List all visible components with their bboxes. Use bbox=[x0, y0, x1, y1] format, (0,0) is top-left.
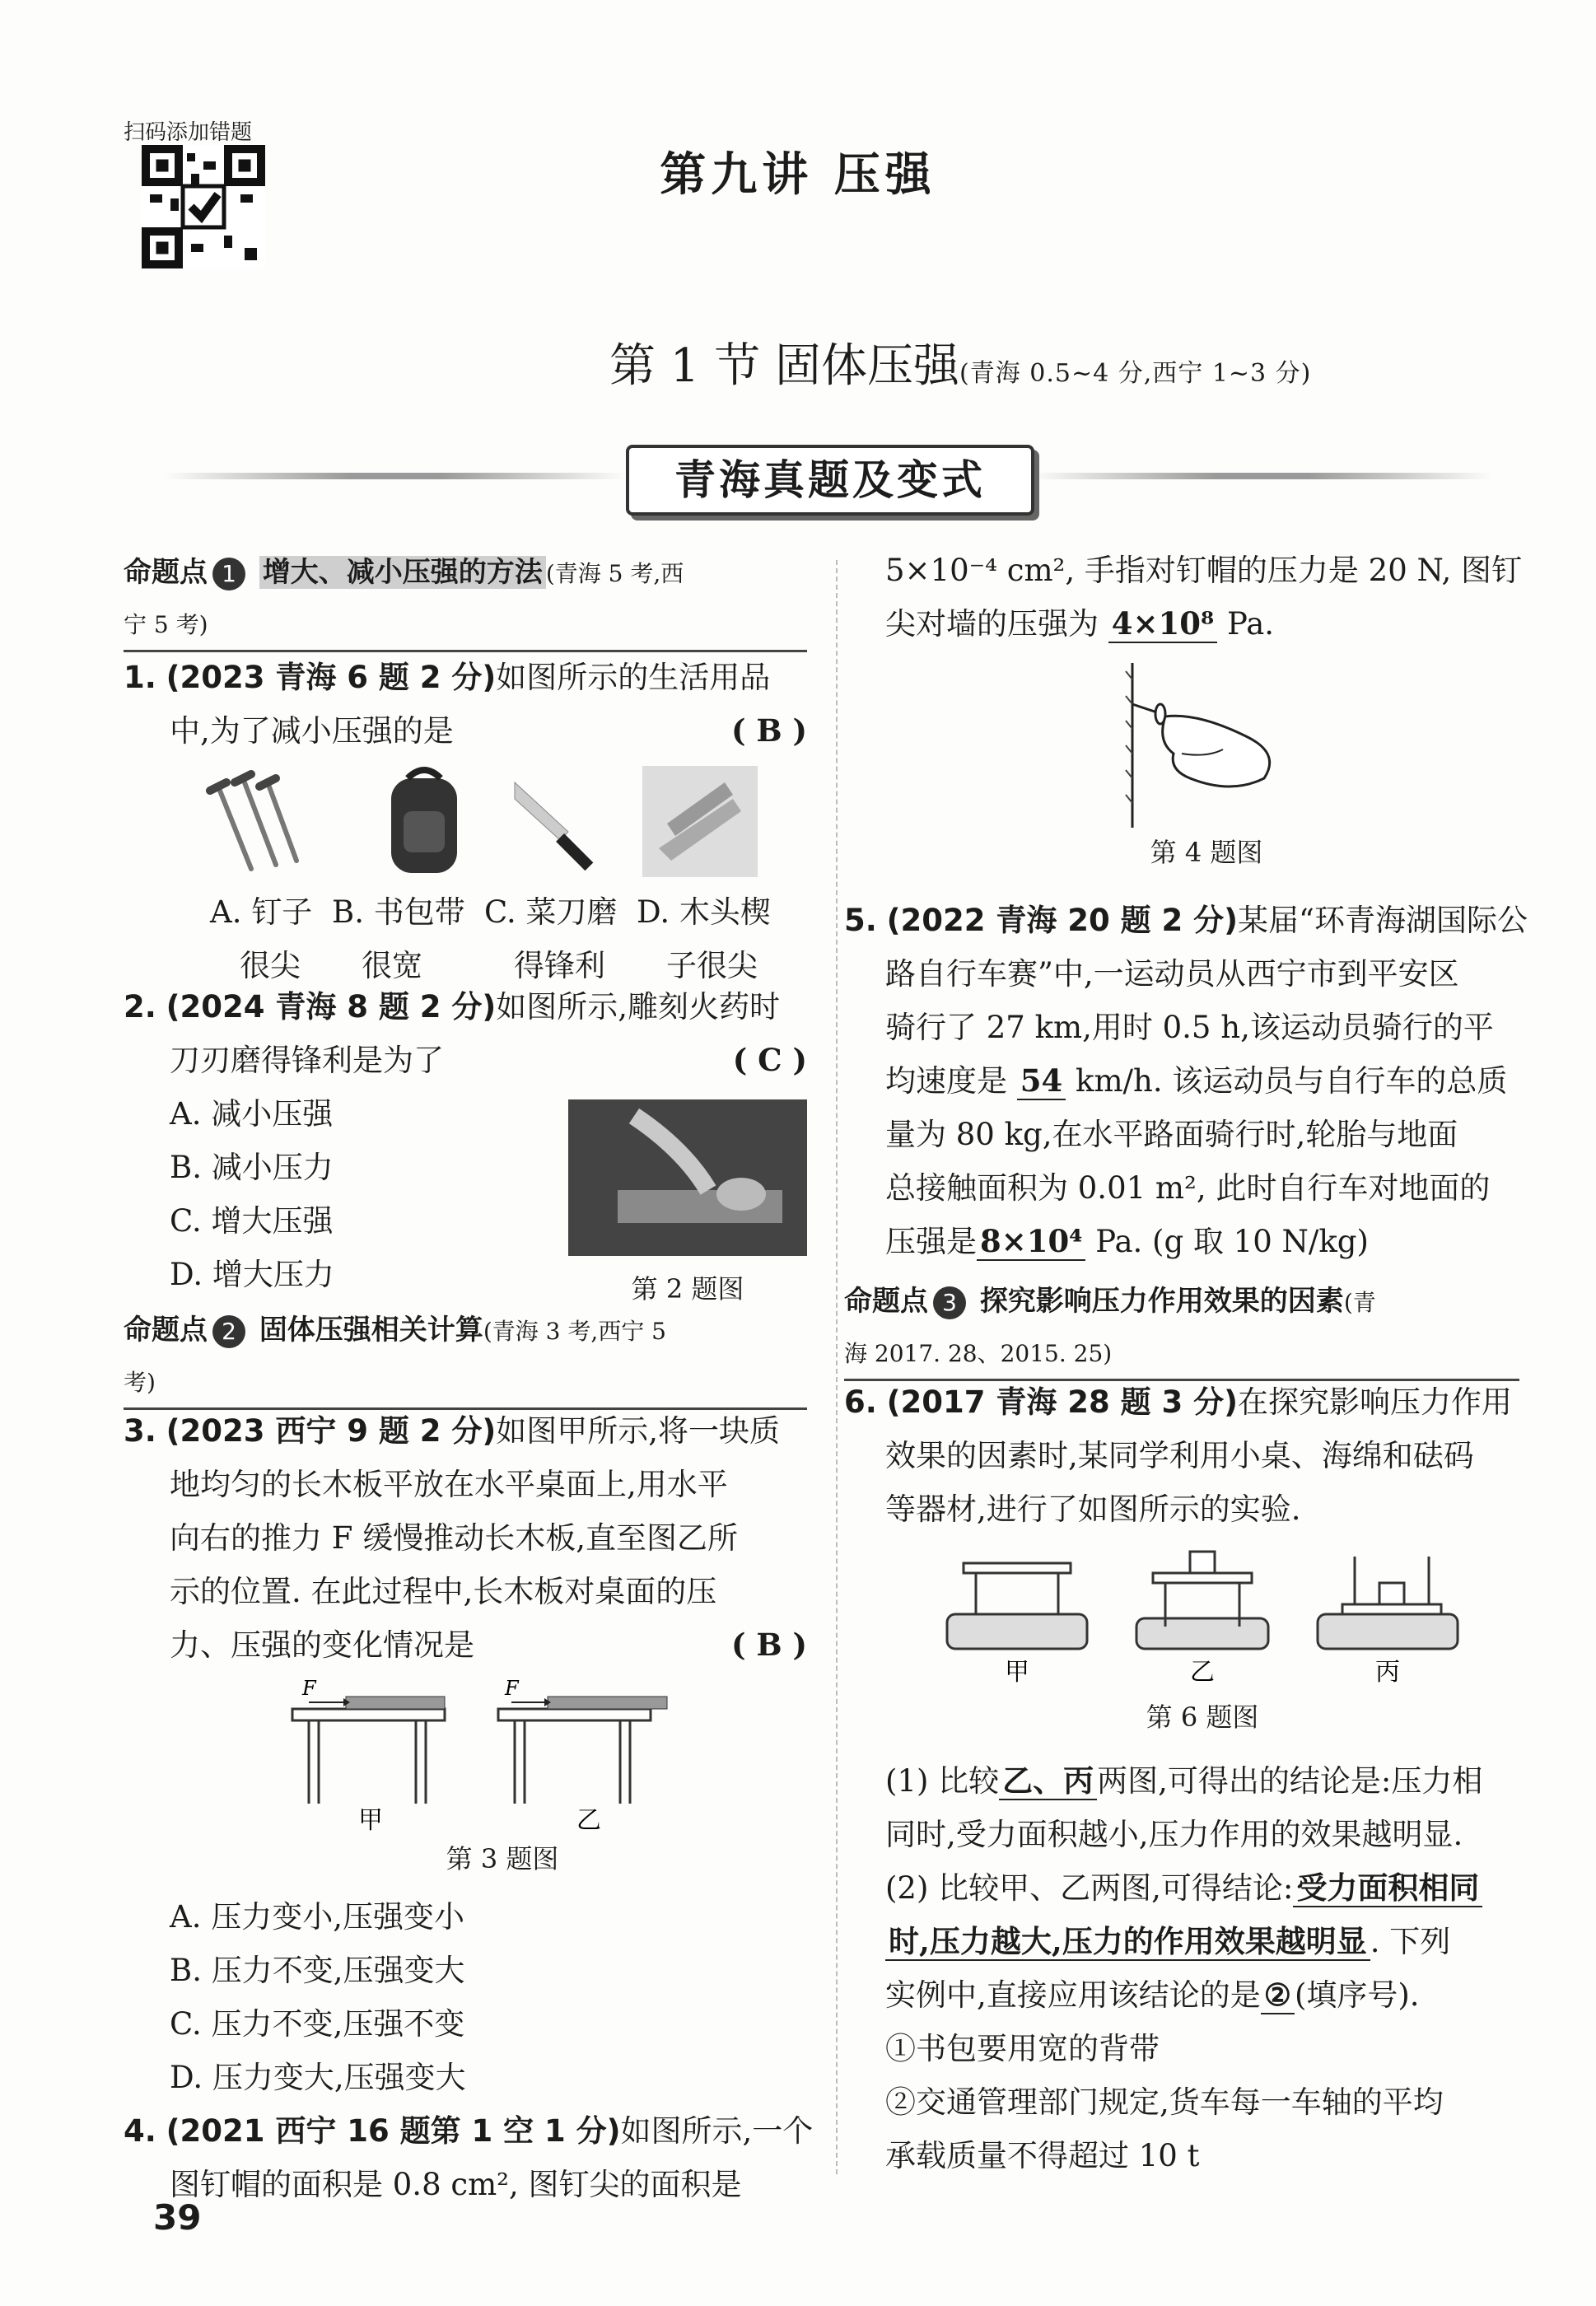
question-1-options bbox=[210, 885, 836, 992]
section-title bbox=[609, 329, 1311, 395]
question-stem-cont: Pa. (g 取 10 N/kg) bbox=[1095, 1224, 1369, 1259]
topic-note: (青海 3 考,西宁 5 bbox=[483, 1318, 666, 1345]
question-stem-cont: 中,为了减小压强的是 bbox=[170, 713, 454, 749]
option-d[interactable]: D. 增大压力 bbox=[170, 1257, 334, 1292]
figure-label-yi: 乙 bbox=[576, 1806, 601, 1835]
answer-blank: 8×10⁴ bbox=[977, 1223, 1085, 1261]
answer-blank: 时,压力越大,压力的作用效果越明显 bbox=[885, 1923, 1370, 1961]
question-stem: 某届“环青海湖国际公 bbox=[1238, 903, 1528, 938]
question-stem-cont: km/h. 该运动员与自行车的总质 bbox=[1076, 1063, 1508, 1099]
question-stem-cont: 总接触面积为 0.01 m², 此时自行车对地面的 bbox=[885, 1170, 1491, 1206]
option-label: A. 钉子 bbox=[210, 894, 313, 930]
option-label: 得锋利 bbox=[514, 948, 605, 983]
banner-line-left bbox=[165, 473, 626, 479]
answer-blank: 54 bbox=[1017, 1062, 1066, 1100]
answer-blank: 受力面积相同 bbox=[1293, 1870, 1482, 1907]
figure-caption: 第 3 题图 bbox=[446, 1843, 559, 1874]
question-number: 5. bbox=[844, 903, 877, 938]
option-label: 子很尖 bbox=[666, 948, 758, 983]
option-c[interactable]: C. 增大压强 bbox=[170, 1203, 334, 1239]
list-item: ①书包要用宽的背带 bbox=[885, 2031, 1160, 2066]
carving-photo bbox=[568, 1099, 807, 1256]
question-6-parts bbox=[844, 1754, 1528, 2182]
question-source: (2023 青海 6 题 2 分) bbox=[166, 660, 497, 695]
topic-prefix: 命题点 bbox=[124, 556, 208, 589]
option-b[interactable] bbox=[332, 885, 484, 992]
question-stem-cont: Pa. bbox=[1226, 606, 1275, 642]
topic-2 bbox=[124, 1305, 807, 1410]
option-d[interactable]: D. 压力变大,压强变大 bbox=[170, 2060, 466, 2095]
option-label: B. 书包带 bbox=[332, 894, 465, 930]
backpack-image bbox=[379, 762, 469, 877]
list-item-cont: 承载质量不得超过 10 t bbox=[885, 2138, 1200, 2173]
question-source: (2023 西宁 9 题 2 分) bbox=[166, 1413, 497, 1449]
question-3 bbox=[124, 1404, 807, 1672]
question-stem-cont: 5×10⁻⁴ cm², 手指对钉帽的压力是 20 N, 图钉 bbox=[885, 553, 1523, 588]
question-stem-cont: 均速度是 bbox=[885, 1063, 1007, 1099]
question-6 bbox=[844, 1375, 1528, 1536]
topic-note-cont: 宁 5 考) bbox=[124, 611, 208, 638]
sponge-experiment-figure bbox=[939, 1532, 1466, 1688]
question-4-continued bbox=[844, 544, 1528, 651]
question-stem-cont: 压强是 bbox=[885, 1224, 977, 1259]
thumbtack-figure bbox=[1124, 663, 1289, 828]
question-stem-cont: 量为 80 kg,在水平路面骑行时,轮胎与地面 bbox=[885, 1117, 1458, 1152]
topic-number-badge: 1 bbox=[212, 558, 245, 591]
option-a[interactable]: A. 压力变小,压强变小 bbox=[170, 1899, 465, 1935]
topic-title: 探究影响压力作用效果的因素 bbox=[979, 1285, 1344, 1318]
question-stem-cont: (填序号). bbox=[1294, 1977, 1420, 2013]
option-label: 很宽 bbox=[362, 948, 422, 983]
question-source: (2021 西宁 16 题第 1 空 1 分) bbox=[166, 2113, 621, 2149]
figure-caption: 第 4 题图 bbox=[1150, 837, 1263, 868]
wood-wedge-image bbox=[642, 766, 758, 877]
question-stem: 如图甲所示,将一块质 bbox=[496, 1413, 781, 1449]
question-stem-cont: 向右的推力 F 缓慢推动长木板,直至图乙所 bbox=[170, 1520, 738, 1556]
option-d[interactable] bbox=[637, 885, 801, 992]
question-1 bbox=[124, 651, 807, 758]
question-stem-cont: 示的位置. 在此过程中,长木板对桌面的压 bbox=[170, 1574, 717, 1609]
question-number: 6. bbox=[844, 1384, 877, 1420]
answer-choice: ( B ) bbox=[730, 1627, 807, 1663]
question-stem: 如图所示的生活用品 bbox=[496, 660, 771, 695]
figure-caption: 第 6 题图 bbox=[1146, 1701, 1259, 1733]
figure-label-bing: 丙 bbox=[1375, 1658, 1400, 1687]
force-label-yi: F bbox=[505, 1677, 519, 1700]
question-stem: 如图所示,雕刻火药时 bbox=[496, 989, 781, 1025]
topic-prefix: 命题点 bbox=[124, 1314, 208, 1347]
question-stem-cont: 尖对墙的压强为 bbox=[885, 606, 1099, 642]
topic-note-cont: 海 2017. 28、2015. 25) bbox=[844, 1340, 1113, 1367]
question-stem-cont: 刀刃磨得锋利是为了 bbox=[170, 1043, 444, 1078]
question-stem-cont: . 下列 bbox=[1370, 1924, 1451, 1959]
question-stem-cont: 效果的因素时,某同学利用小桌、海绵和砝码 bbox=[885, 1438, 1474, 1473]
section-banner: 青海真题及变式 bbox=[626, 445, 1034, 516]
list-item: ②交通管理部门规定,货车每一车轴的平均 bbox=[885, 2084, 1444, 2120]
question-stem-cont: 等器材,进行了如图所示的实验. bbox=[885, 1491, 1301, 1527]
question-stem-cont: 力、压强的变化情况是 bbox=[170, 1627, 474, 1663]
qr-label: 扫码添加错题 bbox=[124, 120, 253, 145]
table-board-figure bbox=[284, 1672, 688, 1837]
question-stem: 如图所示,一个 bbox=[620, 2113, 814, 2149]
answer-blank: 乙、丙 bbox=[999, 1762, 1097, 1800]
question-source: (2024 青海 8 题 2 分) bbox=[166, 989, 497, 1025]
option-b[interactable]: B. 压力不变,压强变大 bbox=[170, 1953, 465, 1988]
figure-label-jia: 甲 bbox=[358, 1806, 383, 1835]
chapter-title: 第九讲 压强 bbox=[660, 148, 936, 202]
question-stem-cont: 骑行了 27 km,用时 0.5 h,该运动员骑行的平 bbox=[885, 1010, 1494, 1045]
option-b[interactable]: B. 减小压力 bbox=[170, 1150, 334, 1185]
page-number: 39 bbox=[153, 2197, 202, 2238]
option-a[interactable] bbox=[210, 885, 332, 992]
answer-blank: ② bbox=[1261, 1977, 1295, 2014]
question-stem-cont: 图钉帽的面积是 0.8 cm², 图钉尖的面积是 bbox=[170, 2167, 742, 2202]
question-3-options bbox=[124, 1890, 807, 2104]
topic-1 bbox=[124, 548, 807, 652]
topic-title: 固体压强相关计算 bbox=[259, 1314, 483, 1347]
kitchen-knife-image bbox=[511, 774, 609, 873]
topic-3 bbox=[844, 1277, 1519, 1381]
topic-number-badge: 3 bbox=[933, 1286, 966, 1319]
question-number: 4. bbox=[124, 2113, 156, 2149]
option-c[interactable] bbox=[484, 885, 637, 992]
question-stem-cont: 地均匀的长木板平放在水平桌面上,用水平 bbox=[170, 1467, 728, 1502]
force-label-jia: F bbox=[302, 1677, 316, 1700]
question-source: (2022 青海 20 题 2 分) bbox=[886, 903, 1239, 938]
option-a[interactable]: A. 减小压强 bbox=[170, 1096, 334, 1132]
topic-prefix: 命题点 bbox=[844, 1285, 928, 1318]
question-4 bbox=[124, 2104, 824, 2211]
answer-choice: ( C ) bbox=[732, 1042, 807, 1078]
section-note: (青海 0.5~4 分,西宁 1~3 分) bbox=[959, 359, 1312, 388]
question-stem-cont: (2) 比较甲、乙两图,可得结论: bbox=[885, 1870, 1294, 1906]
topic-note: (青海 5 考,西 bbox=[545, 560, 684, 587]
option-label: D. 木头楔 bbox=[637, 894, 771, 930]
option-label: C. 菜刀磨 bbox=[484, 894, 618, 930]
section-title-text: 第 1 节 固体压强 bbox=[609, 339, 960, 393]
question-number: 2. bbox=[124, 989, 156, 1025]
nails-image bbox=[202, 770, 317, 877]
figure-caption: 第 2 题图 bbox=[631, 1273, 744, 1305]
question-stem-cont: 同时,受力面积越小,压力作用的效果越明显. bbox=[885, 1817, 1463, 1852]
question-stem-cont: 实例中,直接应用该结论的是 bbox=[885, 1977, 1261, 2013]
figure-label-jia: 甲 bbox=[1005, 1658, 1029, 1687]
topic-note: (青 bbox=[1343, 1289, 1376, 1316]
answer-blank: 4×10⁸ bbox=[1108, 605, 1217, 643]
question-stem: 在探究影响压力作用 bbox=[1238, 1384, 1513, 1420]
question-number: 3. bbox=[124, 1413, 156, 1449]
answer-choice: ( B ) bbox=[730, 712, 807, 749]
option-c[interactable]: C. 压力不变,压强不变 bbox=[170, 2006, 465, 2042]
question-stem-cont: (1) 比较 bbox=[885, 1763, 1000, 1799]
topic-note-cont: 考) bbox=[124, 1369, 156, 1396]
topic-number-badge: 2 bbox=[212, 1315, 245, 1348]
question-stem-cont: 路自行车赛”中,一运动员从西宁市到平安区 bbox=[885, 956, 1459, 992]
question-number: 1. bbox=[124, 660, 156, 695]
topic-title: 增大、减小压强的方法 bbox=[259, 556, 546, 589]
question-stem-cont: 两图,可得出的结论是:压力相 bbox=[1097, 1763, 1483, 1799]
option-label: 很尖 bbox=[240, 948, 301, 983]
question-source: (2017 青海 28 题 3 分) bbox=[886, 1384, 1239, 1420]
column-divider bbox=[836, 560, 838, 2174]
banner-line-right bbox=[1031, 473, 1492, 479]
question-5 bbox=[844, 894, 1528, 1268]
figure-label-yi: 乙 bbox=[1190, 1658, 1215, 1687]
